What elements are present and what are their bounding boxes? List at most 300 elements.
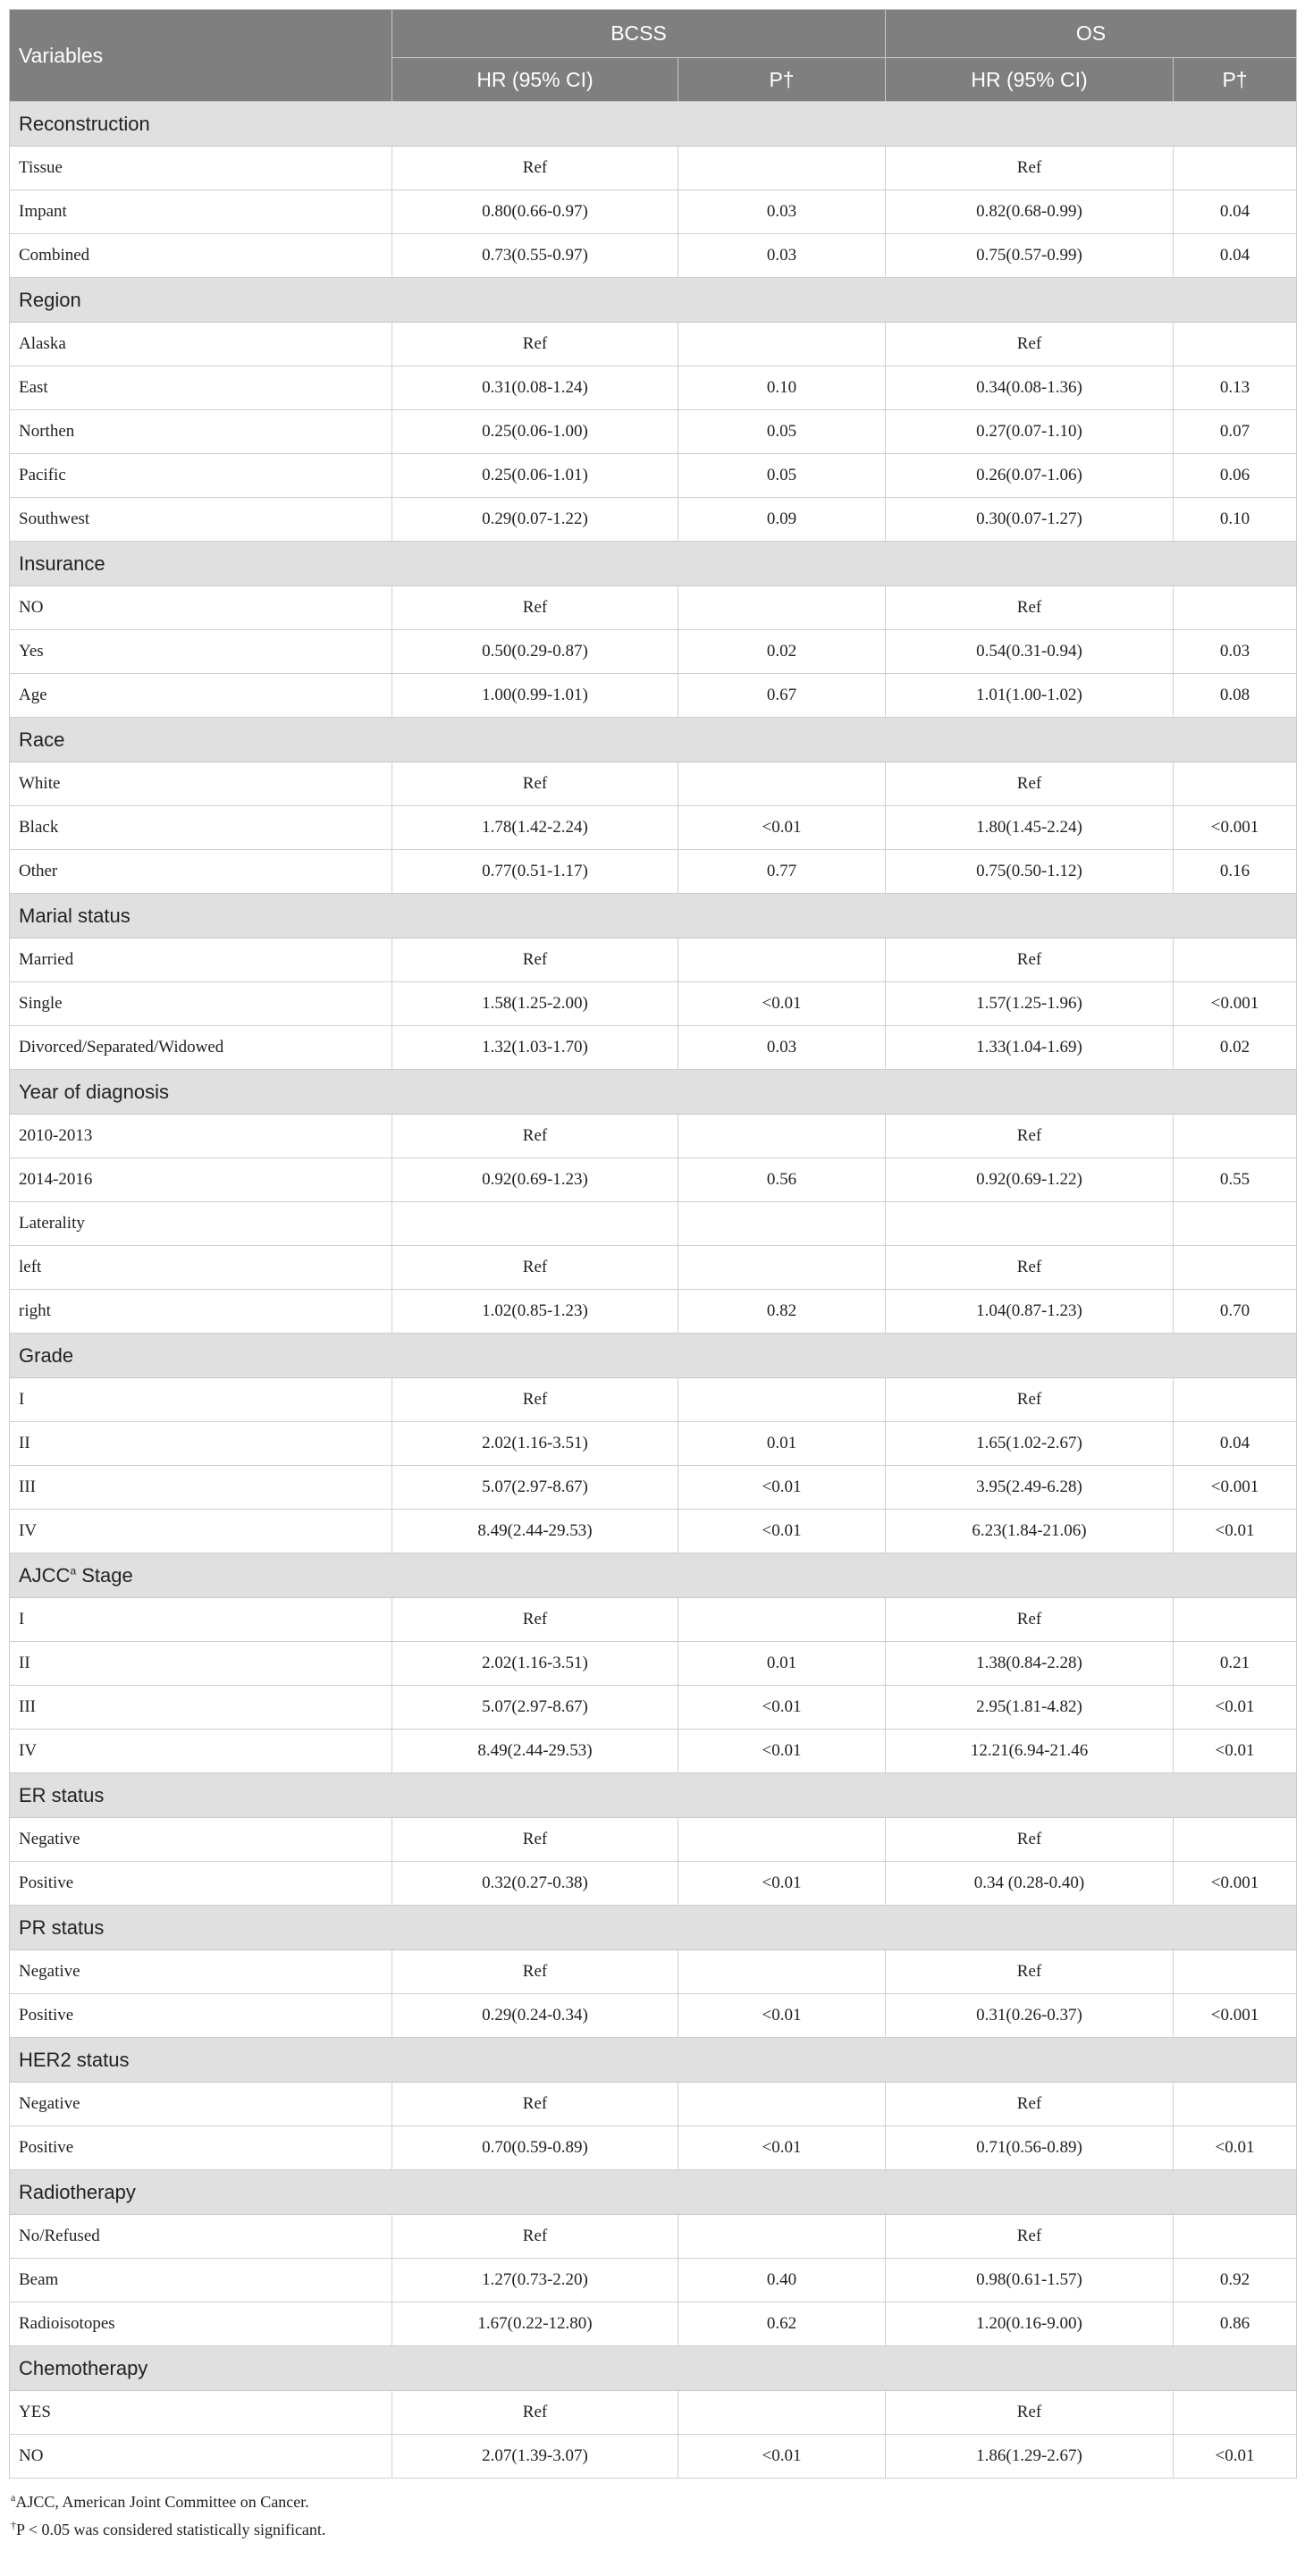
os-hr-header: HR (95% CI) xyxy=(886,58,1174,102)
category-title: Marial status xyxy=(19,904,130,927)
bcss-p-cell xyxy=(678,1598,886,1642)
category-title: Chemotherapy xyxy=(19,2356,148,2379)
footnote-text: P < 0.05 was considered statistically significant. xyxy=(16,2521,326,2538)
variable-cell: YES xyxy=(10,2391,392,2435)
category-cell xyxy=(10,1070,1297,1115)
bcss-p-cell: 0.05 xyxy=(678,410,886,454)
variable-cell: Radioisotopes xyxy=(10,2302,392,2346)
table-footnotes xyxy=(9,2486,1296,2541)
table-row xyxy=(10,806,1297,850)
os-hr-cell: 0.71(0.56-0.89) xyxy=(886,2126,1174,2170)
bcss-p-cell xyxy=(678,1818,886,1862)
category-row xyxy=(10,1906,1297,1950)
category-cell xyxy=(10,718,1297,762)
category-cell xyxy=(10,1773,1297,1818)
table-row xyxy=(10,147,1297,190)
os-p-cell xyxy=(1174,2083,1297,2126)
table-row xyxy=(10,323,1297,366)
bcss-hr-cell: 2.02(1.16-3.51) xyxy=(392,1642,678,1686)
os-hr-cell: Ref xyxy=(886,1378,1174,1422)
os-p-cell: 0.55 xyxy=(1174,1158,1297,1202)
bcss-p-cell: <0.01 xyxy=(678,1730,886,1773)
os-p-cell: 0.86 xyxy=(1174,2302,1297,2346)
bcss-hr-cell: 1.58(1.25-2.00) xyxy=(392,982,678,1026)
os-hr-cell: Ref xyxy=(886,939,1174,982)
bcss-p-cell: 0.01 xyxy=(678,1642,886,1686)
category-row xyxy=(10,278,1297,323)
variable-cell: Southwest xyxy=(10,498,392,542)
table-row xyxy=(10,1378,1297,1422)
os-hr-cell: 0.34 (0.28-0.40) xyxy=(886,1862,1174,1906)
bcss-p-cell: 0.77 xyxy=(678,850,886,894)
table-row xyxy=(10,1730,1297,1773)
bcss-hr-cell: Ref xyxy=(392,2083,678,2126)
variable-cell: right xyxy=(10,1290,392,1334)
os-p-cell: <0.001 xyxy=(1174,1994,1297,2038)
footnote-mark: a xyxy=(11,2491,16,2504)
variable-cell: Tissue xyxy=(10,147,392,190)
variable-cell: Yes xyxy=(10,630,392,674)
os-hr-cell: 1.20(0.16-9.00) xyxy=(886,2302,1174,2346)
variable-cell: White xyxy=(10,762,392,806)
bcss-p-cell: <0.01 xyxy=(678,806,886,850)
bcss-p-cell xyxy=(678,1246,886,1290)
os-p-cell: 0.04 xyxy=(1174,190,1297,234)
table-row xyxy=(10,190,1297,234)
variable-cell: Negative xyxy=(10,1950,392,1994)
bcss-hr-cell: 5.07(2.97-8.67) xyxy=(392,1686,678,1730)
category-title: Race xyxy=(19,728,65,751)
variable-cell: Age xyxy=(10,674,392,718)
category-title: PR status xyxy=(19,1915,105,1939)
os-hr-cell: 0.82(0.68-0.99) xyxy=(886,190,1174,234)
bcss-p-cell: 0.67 xyxy=(678,674,886,718)
table-row xyxy=(10,1158,1297,1202)
bcss-p-cell: 0.03 xyxy=(678,234,886,278)
bcss-hr-cell: 0.29(0.07-1.22) xyxy=(392,498,678,542)
bcss-p-cell: 0.01 xyxy=(678,1422,886,1466)
bcss-hr-cell: 0.50(0.29-0.87) xyxy=(392,630,678,674)
os-p-cell xyxy=(1174,1818,1297,1862)
os-p-cell xyxy=(1174,1378,1297,1422)
bcss-p-cell xyxy=(678,323,886,366)
variable-cell: Combined xyxy=(10,234,392,278)
bcss-hr-cell: Ref xyxy=(392,2391,678,2435)
table-row xyxy=(10,366,1297,410)
variable-cell: Beam xyxy=(10,2259,392,2302)
category-row xyxy=(10,102,1297,147)
table-row xyxy=(10,2391,1297,2435)
variable-cell: 2014-2016 xyxy=(10,1158,392,1202)
table-row xyxy=(10,2259,1297,2302)
os-hr-cell: Ref xyxy=(886,1818,1174,1862)
header-row-groups xyxy=(10,10,1297,58)
bcss-p-cell: <0.01 xyxy=(678,1862,886,1906)
bcss-p-cell: 0.05 xyxy=(678,454,886,498)
os-hr-cell: 0.92(0.69-1.22) xyxy=(886,1158,1174,1202)
bcss-hr-cell: Ref xyxy=(392,1378,678,1422)
category-title: Region xyxy=(19,288,81,311)
os-hr-cell: Ref xyxy=(886,2215,1174,2259)
variable-cell: Other xyxy=(10,850,392,894)
variable-cell: Black xyxy=(10,806,392,850)
bcss-hr-cell: 0.70(0.59-0.89) xyxy=(392,2126,678,2170)
category-row xyxy=(10,2038,1297,2083)
variables-header: Variables xyxy=(10,10,392,102)
bcss-hr-cell: 0.80(0.66-0.97) xyxy=(392,190,678,234)
variable-cell: II xyxy=(10,1642,392,1686)
os-group-header: OS xyxy=(886,10,1297,58)
os-p-cell: 0.04 xyxy=(1174,1422,1297,1466)
bcss-p-cell: 0.82 xyxy=(678,1290,886,1334)
os-hr-cell: 0.98(0.61-1.57) xyxy=(886,2259,1174,2302)
variable-cell: Alaska xyxy=(10,323,392,366)
category-row xyxy=(10,2346,1297,2391)
os-hr-cell: 12.21(6.94-21.46 xyxy=(886,1730,1174,1773)
os-p-cell xyxy=(1174,1202,1297,1246)
os-hr-cell: 0.75(0.57-0.99) xyxy=(886,234,1174,278)
os-p-cell xyxy=(1174,1115,1297,1158)
bcss-p-cell: <0.01 xyxy=(678,1686,886,1730)
category-cell xyxy=(10,1553,1297,1598)
bcss-p-cell: <0.01 xyxy=(678,982,886,1026)
bcss-hr-cell: Ref xyxy=(392,1115,678,1158)
os-p-cell: 0.92 xyxy=(1174,2259,1297,2302)
category-title: Year of diagnosis xyxy=(19,1080,169,1103)
category-title: Grade xyxy=(19,1343,74,1367)
table-row xyxy=(10,850,1297,894)
table-row xyxy=(10,410,1297,454)
os-p-cell xyxy=(1174,1246,1297,1290)
bcss-hr-cell: 0.31(0.08-1.24) xyxy=(392,366,678,410)
bcss-group-header: BCSS xyxy=(392,10,886,58)
table-row xyxy=(10,234,1297,278)
os-p-cell: 0.16 xyxy=(1174,850,1297,894)
bcss-hr-cell: Ref xyxy=(392,1950,678,1994)
bcss-p-cell xyxy=(678,2083,886,2126)
os-hr-cell: 6.23(1.84-21.06) xyxy=(886,1510,1174,1553)
os-p-cell: 0.07 xyxy=(1174,410,1297,454)
bcss-hr-cell: 8.49(2.44-29.53) xyxy=(392,1510,678,1553)
os-p-cell: 0.21 xyxy=(1174,1642,1297,1686)
bcss-p-cell: 0.02 xyxy=(678,630,886,674)
bcss-hr-cell: 1.00(0.99-1.01) xyxy=(392,674,678,718)
bcss-hr-cell: 2.02(1.16-3.51) xyxy=(392,1422,678,1466)
bcss-hr-cell: 0.77(0.51-1.17) xyxy=(392,850,678,894)
category-row xyxy=(10,1553,1297,1598)
os-p-cell: 0.03 xyxy=(1174,630,1297,674)
bcss-hr-cell: 0.32(0.27-0.38) xyxy=(392,1862,678,1906)
variable-cell: Pacific xyxy=(10,454,392,498)
os-p-cell xyxy=(1174,939,1297,982)
os-hr-cell: 1.65(1.02-2.67) xyxy=(886,1422,1174,1466)
bcss-hr-cell: 1.27(0.73-2.20) xyxy=(392,2259,678,2302)
category-row xyxy=(10,718,1297,762)
footnote-marker: a xyxy=(70,1564,77,1578)
os-p-cell: <0.01 xyxy=(1174,1686,1297,1730)
os-hr-cell: 0.54(0.31-0.94) xyxy=(886,630,1174,674)
bcss-hr-cell: 1.32(1.03-1.70) xyxy=(392,1026,678,1070)
table-row xyxy=(10,1115,1297,1158)
os-hr-cell: Ref xyxy=(886,1115,1174,1158)
bcss-p-header: P† xyxy=(678,58,886,102)
bcss-hr-cell: 1.78(1.42-2.24) xyxy=(392,806,678,850)
os-hr-cell: Ref xyxy=(886,2083,1174,2126)
table-row xyxy=(10,982,1297,1026)
bcss-p-cell xyxy=(678,762,886,806)
os-hr-cell: 1.80(1.45-2.24) xyxy=(886,806,1174,850)
bcss-hr-cell: Ref xyxy=(392,323,678,366)
footnote xyxy=(11,2486,1296,2513)
os-p-cell: <0.001 xyxy=(1174,806,1297,850)
os-p-cell xyxy=(1174,147,1297,190)
os-hr-cell: 1.57(1.25-1.96) xyxy=(886,982,1174,1026)
os-p-cell: 0.04 xyxy=(1174,234,1297,278)
os-p-cell: <0.01 xyxy=(1174,1730,1297,1773)
variable-cell: No/Refused xyxy=(10,2215,392,2259)
bcss-p-cell xyxy=(678,1202,886,1246)
bcss-hr-cell: 1.67(0.22-12.80) xyxy=(392,2302,678,2346)
category-cell xyxy=(10,1906,1297,1950)
table-body xyxy=(10,102,1297,2479)
os-hr-cell: 3.95(2.49-6.28) xyxy=(886,1466,1174,1510)
bcss-hr-cell: Ref xyxy=(392,147,678,190)
os-hr-cell: Ref xyxy=(886,1246,1174,1290)
variable-cell: left xyxy=(10,1246,392,1290)
os-hr-cell: Ref xyxy=(886,2391,1174,2435)
footnote xyxy=(11,2513,1296,2541)
category-title: Insurance xyxy=(19,551,105,575)
os-p-cell: <0.01 xyxy=(1174,2126,1297,2170)
table-row xyxy=(10,1994,1297,2038)
table-row xyxy=(10,630,1297,674)
bcss-p-cell xyxy=(678,147,886,190)
table-row xyxy=(10,2435,1297,2479)
category-title: Radiotherapy xyxy=(19,2180,136,2203)
table-row xyxy=(10,454,1297,498)
category-cell xyxy=(10,2038,1297,2083)
os-p-cell: 0.08 xyxy=(1174,674,1297,718)
bcss-hr-header: HR (95% CI) xyxy=(392,58,678,102)
category-row xyxy=(10,542,1297,586)
variable-cell: Positive xyxy=(10,1862,392,1906)
variable-cell: Northen xyxy=(10,410,392,454)
os-p-header: P† xyxy=(1174,58,1297,102)
footnote-text: AJCC, American Joint Committee on Cancer. xyxy=(15,2493,309,2511)
category-cell xyxy=(10,278,1297,323)
bcss-p-cell: 0.62 xyxy=(678,2302,886,2346)
variable-cell: III xyxy=(10,1466,392,1510)
bcss-p-cell xyxy=(678,586,886,630)
table-header xyxy=(10,10,1297,102)
table-row xyxy=(10,1246,1297,1290)
category-cell xyxy=(10,542,1297,586)
os-hr-cell: 1.33(1.04-1.69) xyxy=(886,1026,1174,1070)
os-hr-cell: 0.27(0.07-1.10) xyxy=(886,410,1174,454)
os-p-cell: 0.10 xyxy=(1174,498,1297,542)
bcss-hr-cell: Ref xyxy=(392,2215,678,2259)
category-title: ER status xyxy=(19,1783,105,1806)
footnote-mark: † xyxy=(11,2519,16,2531)
hazard-ratio-table xyxy=(9,9,1297,2479)
bcss-hr-cell: Ref xyxy=(392,762,678,806)
bcss-hr-cell: Ref xyxy=(392,1818,678,1862)
variable-cell: Positive xyxy=(10,1994,392,2038)
os-hr-cell: 1.01(1.00-1.02) xyxy=(886,674,1174,718)
os-hr-cell: 1.86(1.29-2.67) xyxy=(886,2435,1174,2479)
os-p-cell xyxy=(1174,323,1297,366)
os-hr-cell: Ref xyxy=(886,762,1174,806)
bcss-hr-cell: 0.25(0.06-1.00) xyxy=(392,410,678,454)
bcss-hr-cell: 5.07(2.97-8.67) xyxy=(392,1466,678,1510)
table-row xyxy=(10,1466,1297,1510)
os-p-cell: <0.01 xyxy=(1174,1510,1297,1553)
table-row xyxy=(10,1642,1297,1686)
os-p-cell xyxy=(1174,2215,1297,2259)
bcss-hr-cell xyxy=(392,1202,678,1246)
variable-cell: Divorced/Separated/Widowed xyxy=(10,1026,392,1070)
os-p-cell: 0.70 xyxy=(1174,1290,1297,1334)
bcss-p-cell: <0.01 xyxy=(678,2126,886,2170)
bcss-p-cell: <0.01 xyxy=(678,1466,886,1510)
os-hr-cell: 0.30(0.07-1.27) xyxy=(886,498,1174,542)
bcss-p-cell: 0.56 xyxy=(678,1158,886,1202)
bcss-p-cell xyxy=(678,1378,886,1422)
os-hr-cell: Ref xyxy=(886,1950,1174,1994)
bcss-hr-cell: 0.25(0.06-1.01) xyxy=(392,454,678,498)
table-row xyxy=(10,1290,1297,1334)
category-row xyxy=(10,1773,1297,1818)
table-row xyxy=(10,939,1297,982)
variable-cell: III xyxy=(10,1686,392,1730)
os-p-cell: <0.001 xyxy=(1174,1466,1297,1510)
variable-cell: East xyxy=(10,366,392,410)
os-hr-cell: Ref xyxy=(886,586,1174,630)
bcss-p-cell xyxy=(678,1950,886,1994)
table-row xyxy=(10,1598,1297,1642)
bcss-p-cell: 0.10 xyxy=(678,366,886,410)
os-p-cell xyxy=(1174,586,1297,630)
bcss-p-cell: <0.01 xyxy=(678,2435,886,2479)
table-row xyxy=(10,2215,1297,2259)
category-row xyxy=(10,2170,1297,2215)
bcss-hr-cell: Ref xyxy=(392,1598,678,1642)
os-hr-cell: 1.38(0.84-2.28) xyxy=(886,1642,1174,1686)
table-row xyxy=(10,498,1297,542)
os-p-cell xyxy=(1174,1950,1297,1994)
os-hr-cell: Ref xyxy=(886,147,1174,190)
variable-cell: Single xyxy=(10,982,392,1026)
os-hr-cell: 0.26(0.07-1.06) xyxy=(886,454,1174,498)
table-row xyxy=(10,586,1297,630)
category-row xyxy=(10,1070,1297,1115)
bcss-hr-cell: 2.07(1.39-3.07) xyxy=(392,2435,678,2479)
table-row xyxy=(10,1422,1297,1466)
os-hr-cell: Ref xyxy=(886,1598,1174,1642)
table-row xyxy=(10,2083,1297,2126)
os-hr-cell xyxy=(886,1202,1174,1246)
category-cell xyxy=(10,894,1297,939)
variable-cell: IV xyxy=(10,1730,392,1773)
variable-cell: I xyxy=(10,1378,392,1422)
os-p-cell: 0.02 xyxy=(1174,1026,1297,1070)
table-row xyxy=(10,674,1297,718)
bcss-hr-cell: Ref xyxy=(392,1246,678,1290)
variable-cell: Impant xyxy=(10,190,392,234)
bcss-p-cell xyxy=(678,2215,886,2259)
category-row xyxy=(10,894,1297,939)
category-cell xyxy=(10,2170,1297,2215)
table-row xyxy=(10,1818,1297,1862)
variable-cell: II xyxy=(10,1422,392,1466)
table-row xyxy=(10,1862,1297,1906)
bcss-hr-cell: Ref xyxy=(392,939,678,982)
bcss-hr-cell: Ref xyxy=(392,586,678,630)
bcss-p-cell xyxy=(678,2391,886,2435)
variable-cell: IV xyxy=(10,1510,392,1553)
bcss-p-cell: 0.09 xyxy=(678,498,886,542)
os-p-cell xyxy=(1174,1598,1297,1642)
category-cell xyxy=(10,1334,1297,1378)
results-table-container xyxy=(9,9,1296,2541)
variable-cell: NO xyxy=(10,586,392,630)
category-row xyxy=(10,1334,1297,1378)
bcss-p-cell: 0.40 xyxy=(678,2259,886,2302)
bcss-p-cell: <0.01 xyxy=(678,1510,886,1553)
os-p-cell: 0.06 xyxy=(1174,454,1297,498)
os-p-cell: <0.01 xyxy=(1174,2435,1297,2479)
variable-cell: I xyxy=(10,1598,392,1642)
table-row xyxy=(10,1686,1297,1730)
table-row xyxy=(10,762,1297,806)
table-row xyxy=(10,1202,1297,1246)
bcss-hr-cell: 1.02(0.85-1.23) xyxy=(392,1290,678,1334)
bcss-p-cell xyxy=(678,1115,886,1158)
bcss-hr-cell: 0.92(0.69-1.23) xyxy=(392,1158,678,1202)
category-title-suffix: Stage xyxy=(76,1563,133,1587)
category-title: AJCC xyxy=(19,1563,71,1587)
os-hr-cell: 1.04(0.87-1.23) xyxy=(886,1290,1174,1334)
bcss-p-cell: 0.03 xyxy=(678,1026,886,1070)
os-hr-cell: 0.75(0.50-1.12) xyxy=(886,850,1174,894)
os-hr-cell: 0.31(0.26-0.37) xyxy=(886,1994,1174,2038)
bcss-hr-cell: 0.73(0.55-0.97) xyxy=(392,234,678,278)
variable-cell: Positive xyxy=(10,2126,392,2170)
os-p-cell: 0.13 xyxy=(1174,366,1297,410)
bcss-hr-cell: 8.49(2.44-29.53) xyxy=(392,1730,678,1773)
table-row xyxy=(10,2302,1297,2346)
os-hr-cell: Ref xyxy=(886,323,1174,366)
os-p-cell xyxy=(1174,762,1297,806)
table-row xyxy=(10,1026,1297,1070)
variable-cell: Laterality xyxy=(10,1202,392,1246)
variable-cell: NO xyxy=(10,2435,392,2479)
os-hr-cell: 0.34(0.08-1.36) xyxy=(886,366,1174,410)
variable-cell: 2010-2013 xyxy=(10,1115,392,1158)
category-cell xyxy=(10,2346,1297,2391)
variable-cell: Negative xyxy=(10,1818,392,1862)
category-cell xyxy=(10,102,1297,147)
os-p-cell: <0.001 xyxy=(1174,982,1297,1026)
os-hr-cell: 2.95(1.81-4.82) xyxy=(886,1686,1174,1730)
table-row xyxy=(10,1510,1297,1553)
os-p-cell: <0.001 xyxy=(1174,1862,1297,1906)
table-row xyxy=(10,2126,1297,2170)
table-row xyxy=(10,1950,1297,1994)
os-p-cell xyxy=(1174,2391,1297,2435)
bcss-p-cell: <0.01 xyxy=(678,1994,886,2038)
variable-cell: Negative xyxy=(10,2083,392,2126)
